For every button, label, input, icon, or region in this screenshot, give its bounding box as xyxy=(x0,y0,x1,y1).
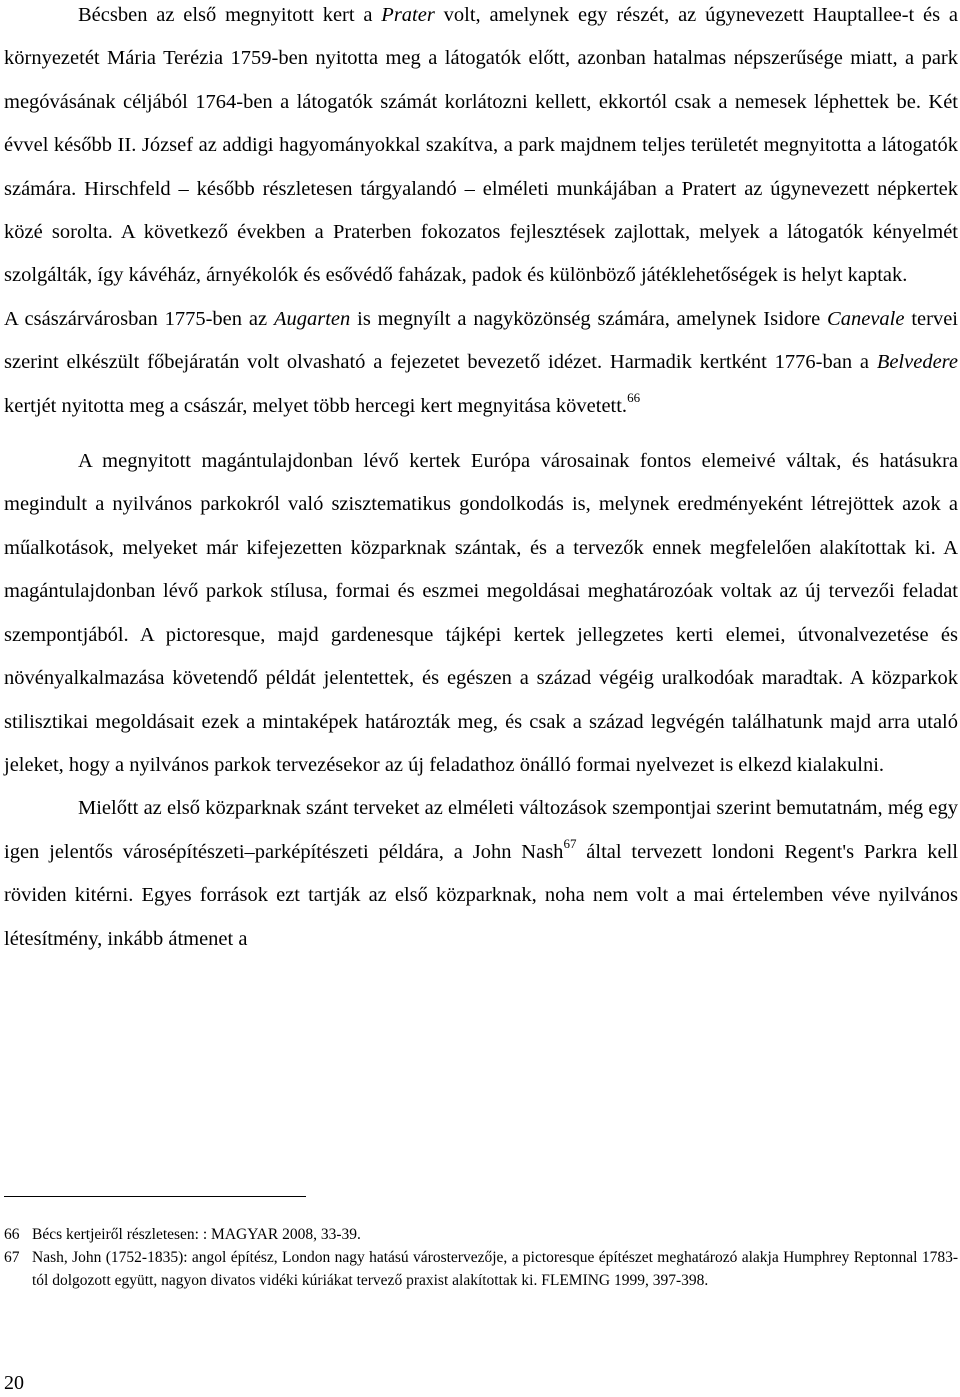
paragraph-private-gardens: A megnyitott magántulajdonban lévő kertek Európa városainak fontos elemeivé váltak, és hatásukra megindult a nyilvános parkokról való szisztematikus gondolkodás is, melynek eredményeként létrejöttek azok a műalkotások, melyeket már kifejezetten közparknak szántak, és a tervezők ennek megfelelően alakítottak ki. A magántulajdonban lévő parkok stílusa, formai és eszmei megoldásai meghatározóak voltak az új tervezői feladat szempontjából. A pictoresque, majd gardenesque tájképi kertek jellegzetes kerti elemei, útvonalvezetése és növényalkalmazása követendő példát jelentettek, és egészen a század végéig uralkodóak maradtak. A közparkok stilisztikai megoldásait ezek a mintaképek határozták meg, és csak a század legvégén találhatunk majd arra utaló jeleket, hogy a nyilvános parkok tervezésekor az új feladathoz önálló formai nyelvezet is elkezd kialakulni. xyxy=(4,450,958,776)
italic-term-prater: Prater xyxy=(381,4,435,26)
footnote-ref-66[interactable]: 66 xyxy=(627,389,641,405)
footnote-67 xyxy=(4,1246,958,1292)
italic-term-belvedere: Belvedere xyxy=(876,351,958,374)
italic-term-augarten: Augarten xyxy=(273,307,351,330)
page-number: 20 xyxy=(4,1372,24,1394)
footnote-text: Nash, John (1752-1835): angol építész, London nagy hatású várostervezője, a pictoresque építészet meghatározó alakja Humphrey Reptonnal 1783-tól dolgozott együtt, nagyon divatos vidéki kúriákat tervező praxist alakítottak ki. FLEMING 1999, 397-398. xyxy=(32,1249,958,1289)
paragraph-augarten-text-3: tervei szerint elkészült főbejáratán volt olvasható a fejezetet bevezető idézet. Harmadik kertként 1776-ban a xyxy=(4,307,959,374)
footnote-number: 66 xyxy=(4,1226,20,1243)
paragraph-regents-park-text-1: Mielőtt az első közparknak szánt terveket az elméleti változások szempontjai szerint bemutatnám, még egy igen jelentős városépítészeti–parképítészeti példára, a John Nash xyxy=(4,797,958,863)
footnote-separator xyxy=(4,1196,306,1197)
footnotes xyxy=(4,1223,958,1292)
paragraph-augarten-text-1: A császárvárosban 1775-ben az xyxy=(4,307,274,330)
paragraph-regents-park-text-2: által tervezett londoni Regent's Parkra kell röviden kitérni. Egyes források ezt tartják az első közparknak, noha nem volt a mai értelemben véve nyilvános létesítmény, inkább átmenet a xyxy=(4,840,958,950)
italic-term-canevale: Canevale xyxy=(827,307,905,330)
paragraph-prater-text-2: volt, amelynek egy részét, az úgynevezett Hauptallee-t és a környezetét Mária Terézia 1759-ben nyitotta meg a látogatók előtt, azonban hatalmas népszerűsége miatt, a park megóvásának céljából 1764-ben a látogatók számát korlátozni kellett, ekkortól csak a nemesek léphettek be. Két évvel később II. József az addigi hagyományokkal szakítva, a park majdnem teljes területét megnyitotta a látogatók számára. Hirschfeld – később részletesen tárgyalandó – elméleti munkájában a Pratert az úgynevezett népkertek közé sorolta. A következő években a Praterben fokozatos fejlesztések zajlottak, melyek a látogatók kényelmét szolgálták, így kávéház, árnyékolók és esővédő faházak, padok és különböző játéklehetőségek is helyt kaptak. xyxy=(4,4,958,287)
footnote-number: 67 xyxy=(4,1249,20,1266)
paragraph-augarten-text-4: kertjét nyitotta meg a császár, melyet több hercegi kert megnyitása követett. xyxy=(4,394,628,417)
paragraph-augarten-text-2: is megnyílt a nagyközönség számára, amelynek Isidore xyxy=(350,307,828,330)
paragraph-prater xyxy=(4,0,958,298)
footnote-ref-67[interactable]: 67 xyxy=(563,835,577,851)
page-body xyxy=(4,0,958,961)
paragraph-regents-park xyxy=(4,787,958,961)
footnote-66 xyxy=(4,1223,958,1246)
paragraph-augarten xyxy=(4,298,958,428)
footnote-text: Bécs kertjeiről részletesen: : MAGYAR 2008, 33-39. xyxy=(32,1226,361,1243)
paragraph-prater-text-1: Bécsben az első megnyitott kert a xyxy=(78,4,382,26)
